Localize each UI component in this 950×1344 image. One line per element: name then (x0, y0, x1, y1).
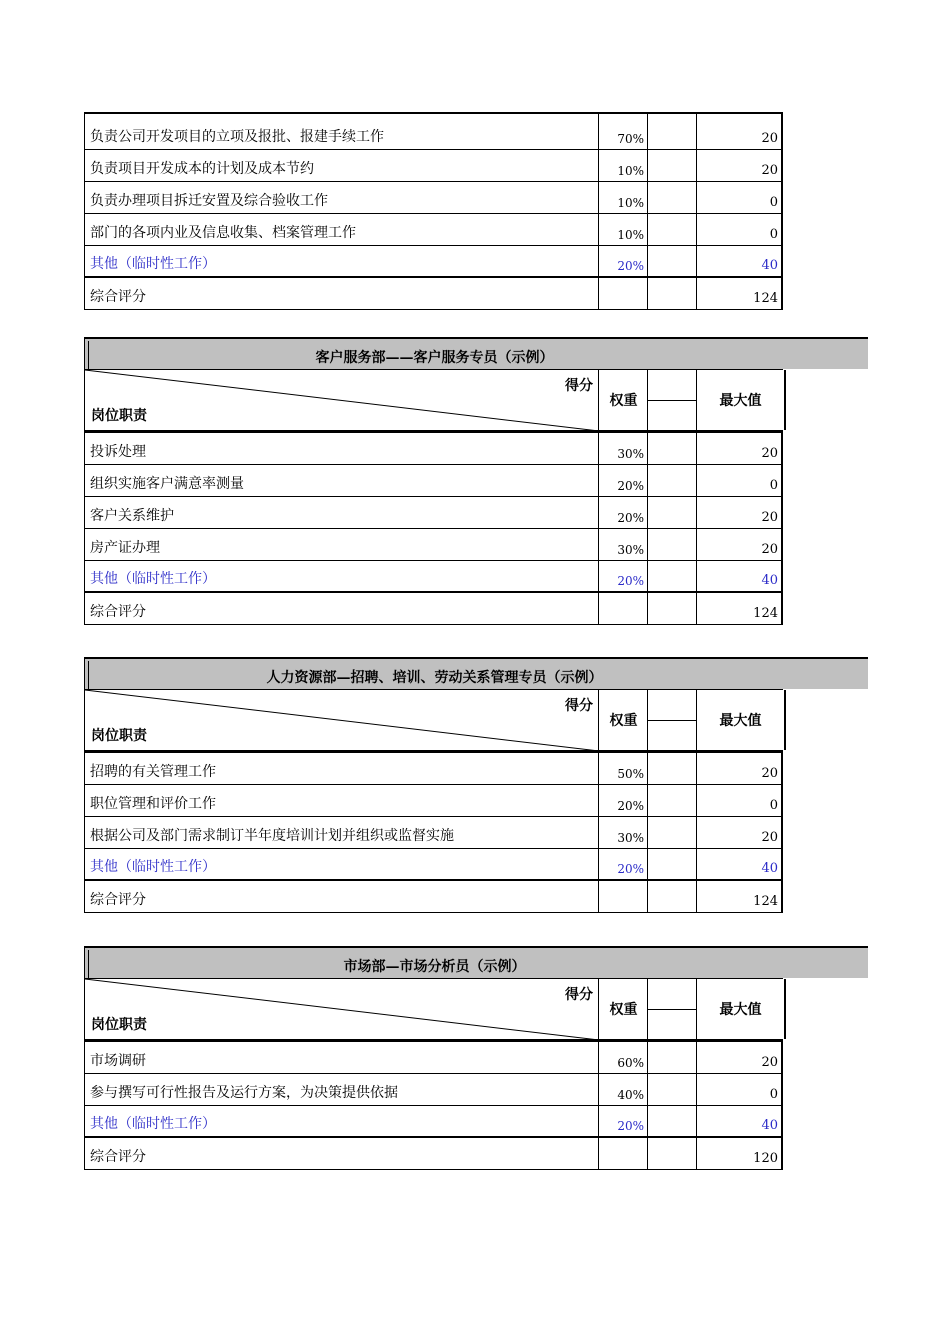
table-row (84, 150, 783, 182)
duty-cell: 负责公司开发项目的立项及报批、报建手续工作 (84, 114, 598, 149)
table-row (84, 817, 783, 849)
duty-cell: 部门的各项内业及信息收集、档案管理工作 (84, 214, 598, 245)
duty-cell: 其他（临时性工作） (84, 246, 598, 276)
table-row (84, 497, 783, 529)
weight-cell: 30% (598, 817, 647, 848)
table-row (84, 1106, 783, 1138)
score-cell (647, 214, 696, 245)
header-weight: 权重 (598, 690, 648, 750)
table-row (84, 112, 783, 150)
score-cell (647, 593, 696, 624)
table-row (84, 785, 783, 817)
weight-cell: 20% (598, 465, 647, 496)
table-row (84, 433, 783, 465)
max-cell: 20 (696, 753, 783, 784)
duty-cell: 招聘的有关管理工作 (84, 753, 598, 784)
score-cell (647, 465, 696, 496)
duty-cell: 其他（临时性工作） (84, 561, 598, 591)
total-label: 综合评分 (84, 881, 598, 912)
total-max: 120 (696, 1138, 783, 1169)
max-cell: 20 (696, 1042, 783, 1073)
table-title (84, 657, 868, 689)
score-cell (647, 1042, 696, 1073)
weight-cell: 10% (598, 182, 647, 213)
header-duty-cell (84, 370, 599, 430)
weight-cell (598, 593, 647, 624)
duty-cell: 房产证办理 (84, 529, 598, 560)
weight-cell: 30% (598, 433, 647, 464)
table-row (84, 1074, 783, 1106)
weight-cell (598, 278, 647, 309)
diagonal-line (85, 690, 599, 751)
score-cell (647, 561, 696, 591)
weight-cell: 10% (598, 214, 647, 245)
table-project-dev (84, 112, 783, 310)
score-cell (647, 1106, 696, 1136)
header-blank (647, 370, 697, 430)
duty-cell: 职位管理和评价工作 (84, 785, 598, 816)
score-cell (647, 753, 696, 784)
weight-cell: 70% (598, 114, 647, 149)
header-duty-label: 岗位职责 (91, 408, 147, 424)
table-row (84, 214, 783, 246)
header-blank (647, 690, 697, 750)
table-customer-service (84, 433, 783, 625)
score-cell (647, 278, 696, 309)
header-duty-cell (84, 690, 599, 750)
table-title-text: 人力资源部—招聘、培训、劳动关系管理专员（示例） (266, 670, 603, 686)
table-row (84, 1042, 783, 1074)
header-weight: 权重 (598, 979, 648, 1039)
weight-cell: 50% (598, 753, 647, 784)
duty-cell: 参与撰写可行性报告及运行方案，为决策提供依据 (84, 1074, 598, 1105)
total-row (84, 1138, 783, 1170)
score-cell (647, 1138, 696, 1169)
score-cell (647, 150, 696, 181)
duty-cell: 客户关系维护 (84, 497, 598, 528)
max-cell: 0 (696, 785, 783, 816)
max-cell: 0 (696, 214, 783, 245)
duty-cell: 投诉处理 (84, 433, 598, 464)
max-cell: 0 (696, 1074, 783, 1105)
duty-cell: 其他（临时性工作） (84, 849, 598, 879)
header-duty-label: 岗位职责 (91, 728, 147, 744)
header-score-label: 得分 (565, 987, 593, 1003)
weight-cell: 60% (598, 1042, 647, 1073)
table-hr (84, 753, 783, 913)
weight-cell: 40% (598, 1074, 647, 1105)
table-row (84, 849, 783, 881)
total-label: 综合评分 (84, 278, 598, 309)
header-weight: 权重 (598, 370, 648, 430)
table-row (84, 246, 783, 278)
total-label: 综合评分 (84, 593, 598, 624)
weight-cell: 30% (598, 529, 647, 560)
header-duty-label: 岗位职责 (91, 1017, 147, 1033)
header-score-label: 得分 (565, 378, 593, 394)
header-max: 最大值 (696, 690, 786, 750)
score-cell (647, 433, 696, 464)
score-cell (647, 497, 696, 528)
table-title-text: 客户服务部——客户服务专员（示例） (315, 350, 554, 366)
max-cell: 40 (696, 246, 783, 276)
diagonal-line (85, 370, 599, 431)
duty-cell: 其他（临时性工作） (84, 1106, 598, 1136)
weight-cell: 20% (598, 561, 647, 591)
total-row (84, 593, 783, 625)
max-cell: 20 (696, 150, 783, 181)
table-row (84, 465, 783, 497)
duty-cell: 市场调研 (84, 1042, 598, 1073)
table-row (84, 529, 783, 561)
total-max: 124 (696, 593, 783, 624)
header-blank (647, 979, 697, 1039)
max-cell: 20 (696, 817, 783, 848)
max-cell: 40 (696, 849, 783, 879)
max-cell: 0 (696, 465, 783, 496)
score-cell (647, 1074, 696, 1105)
duty-cell: 根据公司及部门需求制订半年度培训计划并组织或监督实施 (84, 817, 598, 848)
score-cell (647, 881, 696, 912)
total-row (84, 278, 783, 310)
header-max: 最大值 (696, 370, 786, 430)
max-cell: 20 (696, 114, 783, 149)
score-cell (647, 849, 696, 879)
header-score-label: 得分 (565, 698, 593, 714)
max-cell: 0 (696, 182, 783, 213)
max-cell: 40 (696, 1106, 783, 1136)
table-marketing (84, 1042, 783, 1170)
weight-cell: 20% (598, 785, 647, 816)
weight-cell: 20% (598, 246, 647, 276)
duty-cell: 负责办理项目拆迁安置及综合验收工作 (84, 182, 598, 213)
table-row (84, 561, 783, 593)
weight-cell (598, 1138, 647, 1169)
max-cell: 40 (696, 561, 783, 591)
duty-cell: 负责项目开发成本的计划及成本节约 (84, 150, 598, 181)
max-cell: 20 (696, 497, 783, 528)
score-cell (647, 114, 696, 149)
score-cell (647, 182, 696, 213)
diagonal-line (85, 979, 599, 1040)
weight-cell (598, 881, 647, 912)
total-label: 综合评分 (84, 1138, 598, 1169)
header-max: 最大值 (696, 979, 786, 1039)
max-cell: 20 (696, 529, 783, 560)
table-title (84, 946, 868, 978)
table-header (84, 689, 783, 753)
table-title (84, 337, 868, 369)
total-row (84, 881, 783, 913)
table-header (84, 978, 783, 1042)
score-cell (647, 817, 696, 848)
table-title-text: 市场部—市场分析员（示例） (343, 959, 526, 975)
score-cell (647, 785, 696, 816)
weight-cell: 10% (598, 150, 647, 181)
table-row (84, 753, 783, 785)
total-max: 124 (696, 881, 783, 912)
weight-cell: 20% (598, 497, 647, 528)
header-duty-cell (84, 979, 599, 1039)
score-cell (647, 246, 696, 276)
weight-cell: 20% (598, 849, 647, 879)
table-row (84, 182, 783, 214)
weight-cell: 20% (598, 1106, 647, 1136)
duty-cell: 组织实施客户满意率测量 (84, 465, 598, 496)
table-header (84, 369, 783, 433)
max-cell: 20 (696, 433, 783, 464)
total-max: 124 (696, 278, 783, 309)
score-cell (647, 529, 696, 560)
